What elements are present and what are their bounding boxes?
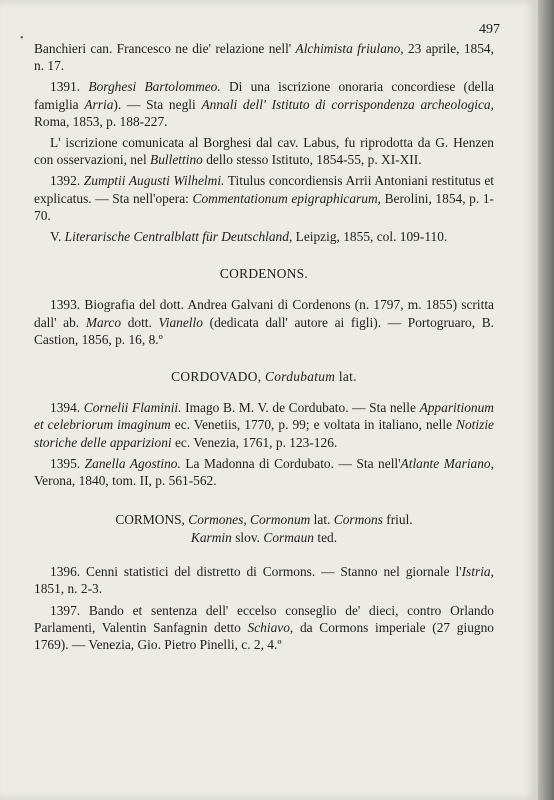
section-heading-cordovado: CORDOVADO, Cordubatum lat. [171,369,357,385]
margin-mark: • [20,33,24,44]
entry-note-labus: L' iscrizione comunicata al Borghesi dal cav. Labus, fu riprodotta da G. Henzen con osservazioni, nel Bullettino dello stesso Istituto, 1854-55, p. XI-XII. [34,135,494,168]
page-number: 497 [479,22,500,37]
entry-1394: 1394. Cornelii Flaminii. Imago B. M. V. de Cordubato. — Sta nelle Apparitionum et celebriorum imaginum ec. Venetiis, 1770, p. 99; e voltata in italiano, nelle Notizie storiche delle apparizioni ec. Venezia, 1761, p. 123-126. [34,400,494,450]
section-heading-cormons: CORMONS, Cormones, Cormonum lat. Cormons friul. Karmin slov. Cormaun ted. [115,512,413,546]
entry-note-literarische: V. Literarische Centralblatt für Deutschland, Leipzig, 1855, col. 109-110. [50,229,448,245]
entry-1392: 1392. Zumptii Augusti Wilhelmi. Titulus concordiensis Arrii Antoniani restitutus et explicatus. — Sta nell'opera: Commentationum epigraphicarum, Berolini, 1854, p. 1-70. [34,173,494,223]
page-body [34,40,494,657]
entry-1391: 1391. Borghesi Bartolommeo. Di una iscrizione onoraria concordiese (della famiglia Arria). — Sta negli Annali dell' Istituto di corrispondenza archeologica, Roma, 1853, p. 188-227. [34,79,494,129]
entry-1396: 1396. Cenni statistici del distretto di Cormons. — Stanno nel giornale l'Istria, 1851, n. 2-3. [34,564,494,597]
page-gutter [538,0,554,800]
entry-1395: 1395. Zanella Agostino. La Madonna di Cordubato. — Sta nell'Atlante Mariano, Verona, 1840, tom. II, p. 561-562. [34,455,494,489]
entry-1393: 1393. Biografia del dott. Andrea Galvani di Cordenons (n. 1797, m. 1855) scritta dall' ab. Marco dott. Vianello (dedicata dall' autore ai figli). — Portogruaro, B. Castion, 1856, p. 16, 8.º [34,297,495,347]
entry-1397: 1397. Bando et sentenza dell' eccelso conseglio de' dieci, contro Orlando Parlamenti, Valentin Sanfagnin detto Schiavo, da Cormons imperiale (27 giugno 1769). — Venezia, Gio. Pietro Pinelli, c. 2, 4.º [34,602,494,653]
entry-continuation: Banchieri can. Francesco ne die' relazione nell' Alchimista friulano, 23 aprile, 1854, n. 17. [34,41,494,74]
section-heading-cordenons: CORDENONS. [219,266,309,282]
